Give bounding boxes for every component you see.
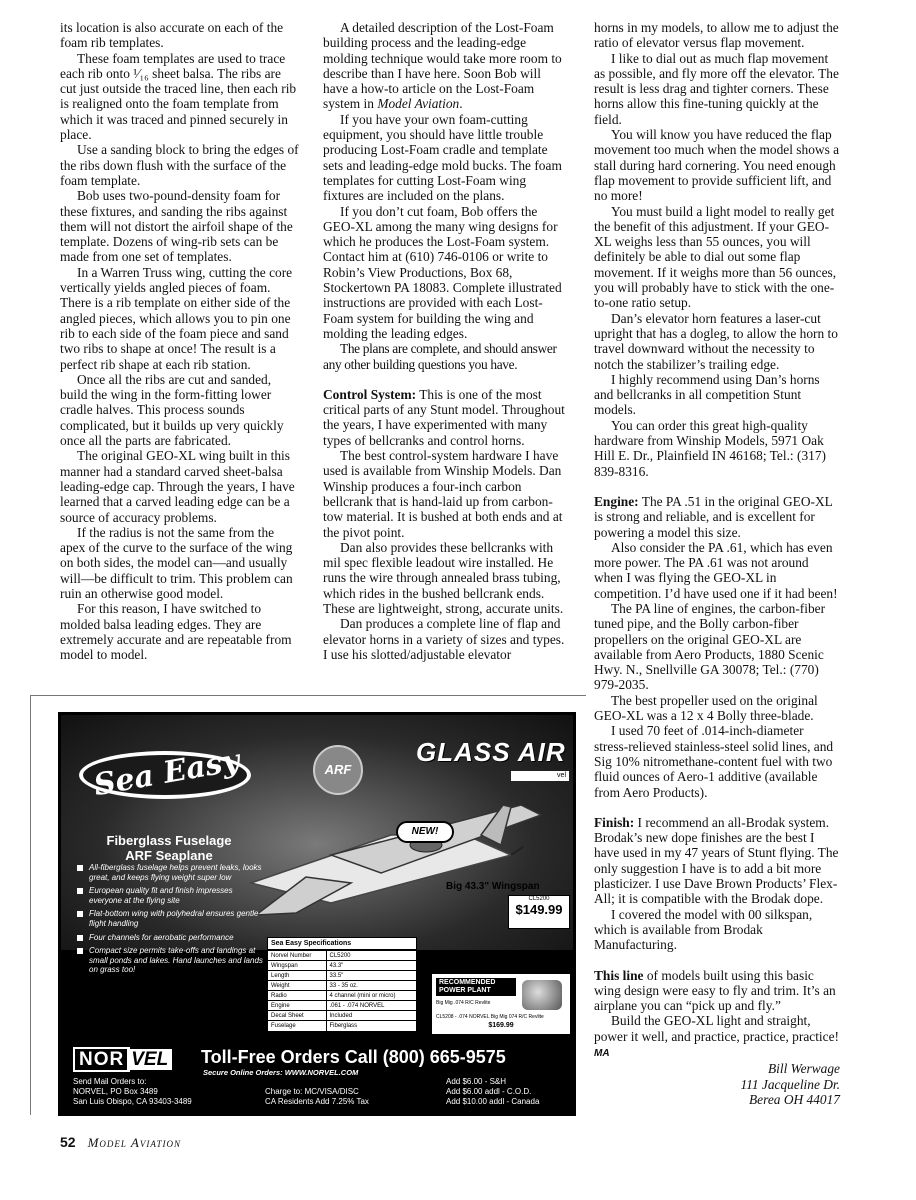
paragraph: The best control-system hardware I have used is available from Winship Models. Dan Winship produces a four-inch carbon bellcrank that is hand-laid up from carbon-tow material. It is bushed at both ends and at the pivot point. (323, 448, 563, 540)
paragraph: Dan also provides these bellcranks with mil spec flexible leadout wire installed. He runs the wire through annealed brass tubing, which rides in the bushed bellcrank ends. These are lightweight, strong, accurate units. (323, 539, 564, 616)
list-item: Compact size permits take-offs and landings at small ponds and lakes. Hand launches and lands on grass too! (75, 946, 265, 975)
list-item: All-fiberglass fuselage helps prevent leaks, looks great, and keeps flying weight super low (75, 863, 265, 882)
paragraph: Dan’s elevator horn features a laser-cut upright that has a dogleg, to allow the horn to travel downward without the necessity to notch the stabilizer’s trailing edge. (594, 310, 838, 372)
page-number: 52 (60, 1134, 76, 1150)
engine-image (522, 980, 562, 1010)
table-row: Decal Sheet Included (268, 1011, 416, 1021)
text-run: This is one of the most critical parts of any Stunt model. Throughout the years, I have experimented with many types of bellcranks and control horns. (323, 386, 565, 448)
paragraph: I like to dial out as much flap movement as possible, and fly more off the elevator. The result is less drag and tighter corners. These horns allow this fine-tuning quickly at the field. (594, 50, 839, 127)
text-run: I recommend an all-Brodak system. Brodak’s new dope finishes are the best I have used in my 47 years of Stunt flying. The only suggestion I have is to add a bit more plasticizer. I use Dave Brown Products’ Flex-All; it is compatible with the Brodak dope. (594, 814, 839, 907)
end-mark: MA (594, 1048, 610, 1059)
paragraph: Bob uses two-pound-density foam for these fixtures, and sanding the ribs against them will not distort the airfoil shape of the template. Dozens of wing-rib sets can be made from one set of templates. (60, 188, 293, 265)
paragraph (323, 20, 566, 112)
paragraph: The original GEO-XL wing built in this manner had a standard carved sheet-balsa leading-edge cap. Through the years, I have learned that a carved leading edge can be a source of accuracy problems. (60, 448, 295, 525)
table-row: Length 33.5" (268, 971, 416, 981)
paragraph: If you have your own foam-cutting equipment, you should have little trouble producing Lost-Foam cradle and template sets and leading-edge mold bucks. The foam templates for cutting Lost-Foam wing fixtures are included on the plans. (323, 111, 562, 204)
paragraph (594, 1013, 840, 1061)
table-row: Weight 33 - 35 oz. (268, 981, 416, 991)
payment-info: Charge to: MC/VISA/DISC CA Residents Add 7.25% Tax (265, 1087, 369, 1106)
section-heading: This line (594, 967, 644, 983)
mail-orders: Send Mail Orders to: NORVEL, PO Box 3489 San Luis Obispo, CA 93403-3489 (73, 1077, 192, 1106)
headline-line: ARF Seaplane (125, 848, 213, 863)
paragraph: These foam templates are used to trace each rib onto ¹⁄₁₆ sheet balsa. The ribs are cut just outside the traced line, then each rib is realigned onto the foam template from which it was traced and pinned securely in place. (60, 50, 297, 143)
table-row: Engine .061 - .074 NORVEL (268, 1001, 416, 1011)
section-heading: Finish: (594, 814, 635, 830)
brand-name: Sea Easy (91, 743, 243, 804)
paragraph: If you don’t cut foam, Bob offers the GEO-XL among the many wing designs for which he produces the Lost-Foam system. Contact him at (610) 746-0106 or write to Robin’s View Productions, Box 68, Stockertown PA 18083. Complete illustrated instructions are provided with each Lost-Foam system for building the wing and molding the leading edges. (323, 203, 562, 341)
section-finish (594, 815, 840, 907)
power-title: RECOMMENDED POWER PLANT (436, 978, 516, 996)
paragraph: The best propeller used on the original GEO-XL was a 12 x 4 Bolly three-blade. (594, 692, 818, 724)
website: Secure Online Orders: WWW.NORVEL.COM (203, 1068, 359, 1077)
power-subtitle: Big Mig .074 R/C Revlite (436, 1000, 491, 1006)
paragraph: Dan produces a complete line of flap and elevator horns in a variety of sizes and types. I use his slotted/adjustable elevator (323, 616, 565, 662)
paragraph: You will know you have reduced the flap movement too much when the model shows a stall during hard cornering. You need enough flap movement to provide sufficient lift, and no more! (594, 127, 840, 204)
specifications-table (267, 937, 417, 1032)
section-engine (594, 494, 840, 540)
magazine-name: Model Aviation (87, 1135, 182, 1150)
author-name: Bill Werwage (767, 1061, 840, 1077)
paragraph: If the radius is not the same from the apex of the curve to the surface of the wing on both sides, the model can—and usually will—be difficult to trim. This problem can ruin an otherwise good model. (60, 524, 293, 601)
power-price: $169.99 (488, 1022, 514, 1029)
paragraph: horns in my models, to allow me to adjust the ratio of elevator versus flap movement. (594, 20, 839, 51)
paragraph: Also consider the PA .61, which has even more power. The PA .61 was not around when I was flying the GEO-XL in competition. I’d have used one if it had been! (594, 539, 838, 601)
section-heading: Engine: (594, 493, 639, 509)
new-badge: NEW! (396, 821, 454, 843)
toll-free-number: Toll-Free Orders Call (800) 665-9575 (201, 1047, 506, 1067)
article-column-1 (60, 20, 300, 662)
list-item: European quality fit and finish impresses everyone at the flying site (75, 886, 265, 905)
product-code: CL5200 (528, 896, 550, 902)
paragraph: Once all the ribs are cut and sanded, build the wing in the form-fitting lower cradle halves. This process sounds complicated, but it builds up very quickly once all the parts are fabricated. (60, 371, 284, 449)
arf-badge: ARF (313, 745, 363, 795)
wingspan-callout: Big 43.3" Wingspan (446, 881, 540, 892)
section-heading: Control System: (323, 386, 417, 402)
table-row: Norvel Number CL5200 (268, 951, 416, 961)
text-run: of models built using this basic wing design were easy to fly and trim. It’s an airplane you can “pick up and fly.” (594, 967, 836, 1014)
page-footer (60, 1134, 181, 1152)
recommended-power-plant (431, 973, 571, 1035)
paragraph: I used 70 feet of .014-inch-diameter stress-relieved stainless-steel solid lines, and Sig 10% nitromethane-content fuel with two fluid ounces of Aero-1 additive (available from Aero Products). (594, 723, 834, 800)
norvel-advertisement (58, 712, 576, 1116)
paragraph: I covered the model with 00 silkspan, which is available from Brodak Manufacturing. (594, 906, 813, 953)
feature-list (75, 863, 265, 979)
price-tag (508, 895, 570, 929)
list-item: Four channels for aerobatic performance (75, 933, 265, 943)
text-run: A detailed description of the Lost-Foam building process and the leading-edge molding technique would take more room to describe than I have here. Soon Bob will have a how-to article on the Lost-Foam system in (323, 20, 562, 112)
table-row: Radio 4 channel (mini or micro) (268, 991, 416, 1001)
paragraph: For this reason, I have switched to molded balsa leading edges. They are extremely accurate and are repeatable from model to model. (60, 601, 292, 663)
paragraph: You must build a light model to really get the benefit of this adjustment. If your GEO-XL weighs less than 55 ounces, you will definitely be able to dial out some flap movement. If it weighs more than 56 ounces, you will probably have to stick with the one-to-one ratio setup. (594, 203, 837, 311)
paragraph: its location is also accurate on each of the foam rib templates. (60, 20, 284, 51)
paragraph: The PA line of engines, the carbon-fiber tuned pipe, and the Bolly carbon-fiber propellers on the original GEO-XL are available from Aero Products, 1880 Scenic Hwy. N., Snellville GA 30078; Tel.: (770) 979-2035. (594, 600, 826, 693)
article-column-2 (323, 20, 566, 662)
headline-line: Fiberglass Fuselage (106, 833, 232, 848)
paragraph: You can order this great high-quality hardware from Winship Models, 5971 Oak Hill E. Dr., Plainfield IN 46168; Tel.: (317) 839-8316. (594, 417, 827, 479)
text-run: The PA .51 in the original GEO-XL is strong and reliable, and is excellent for powering a model this size. (594, 493, 833, 540)
paragraph: The plans are complete, and should answer any other building questions you have. (323, 341, 557, 372)
section-this-line (594, 968, 840, 1014)
table-row: Fuselage Fiberglass (268, 1021, 416, 1031)
magazine-title: Model Aviation (377, 96, 460, 112)
author-address: 111 Jacqueline Dr. (740, 1076, 840, 1092)
shipping-info: Add $6.00 - S&H Add $6.00 addl - C.O.D. Add $10.00 addl - Canada (446, 1077, 540, 1106)
paragraph: I highly recommend using Dan’s horns and bellcranks in all competition Stunt models. (594, 371, 820, 418)
specs-title: Sea Easy Specifications (268, 938, 416, 950)
author-city: Berea OH 44017 (749, 1091, 840, 1107)
text-run: . (459, 96, 463, 112)
ad-headline (79, 833, 259, 863)
text-run: Build the GEO-XL light and straight, power it well, and practice, practice, practice! (594, 1013, 839, 1044)
norvel-logo: NOR VEL (73, 1049, 172, 1071)
list-item: Flat-bottom wing with polyhedral ensures gentle flight handling (75, 909, 265, 928)
price: $149.99 (515, 902, 563, 917)
glass-air-bar: vel (511, 771, 569, 781)
power-code: CL5208 - .074 NORVEL Big Mig 074 R/C Revlite (436, 1014, 544, 1020)
article-column-3 (594, 20, 840, 1107)
paragraph: In a Warren Truss wing, cutting the core vertically yields angled pieces of foam. There is a rib template on either side of the angled pieces, which allows you to pin one rib to each side of the foam piece and sand two ribs to shape at once! The result is a perfect rib shape at each rib station. (60, 264, 293, 372)
section-control-system (323, 387, 566, 448)
table-row: Wingspan 43.3" (268, 961, 416, 971)
paragraph: Use a sanding block to bring the edges of the ribs down flush with the surface of the foam template. (60, 142, 299, 188)
glass-air-logo: GLASS AIR (416, 737, 566, 767)
